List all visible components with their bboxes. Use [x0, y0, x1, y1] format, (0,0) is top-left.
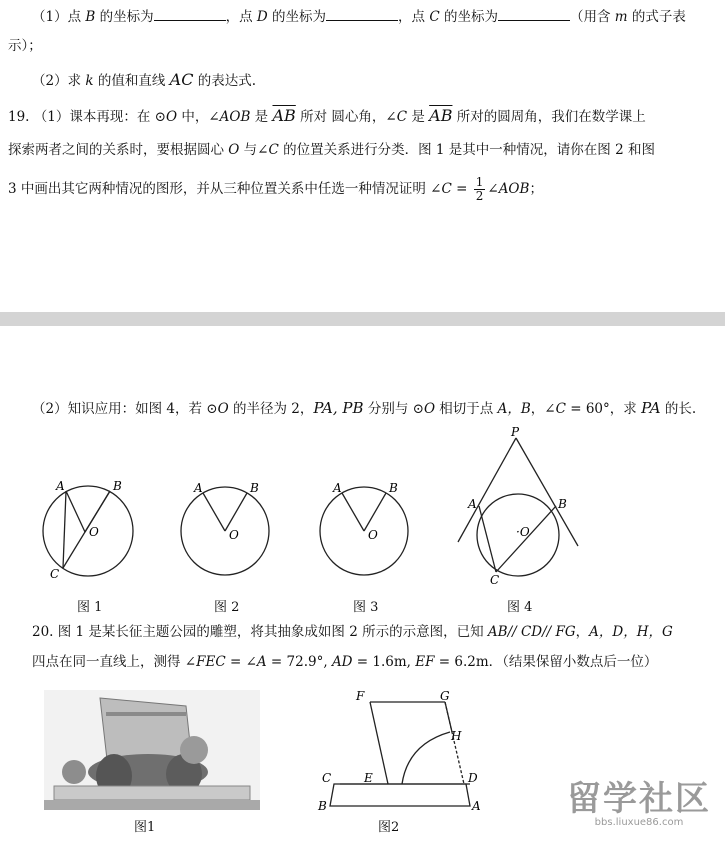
- label-c: C: [50, 567, 60, 581]
- photo-caption: 图1: [134, 820, 156, 835]
- label-h: H: [451, 729, 462, 743]
- q18-part1-line1: （1）点 B 的坐标为 ，点 D 的坐标为 ，点 C 的坐标为 （用含 m 的式子表: [32, 6, 686, 27]
- q19-line1: 19. （1）课本再现：在 ⊙O 中，∠AOB 是 $\overline{AB}$ 所对 圆心角，∠C 是 $\overline{AB}$ 所对的圆周角，我们在数学课上: [8, 106, 646, 125]
- label-f: F: [356, 689, 365, 703]
- figure-1-caption: 图 1: [77, 600, 103, 615]
- arc-ab: $\overline{AB}$: [429, 106, 453, 125]
- label-o: O: [89, 525, 99, 539]
- label-b: B: [318, 799, 327, 813]
- label-p: P: [511, 425, 520, 439]
- label-a: A: [472, 799, 481, 813]
- svg-text:B: B: [389, 481, 398, 495]
- figure-4-caption: 图 4: [507, 600, 533, 615]
- svg-text:O: O: [229, 528, 239, 542]
- circle-figures: [0, 422, 725, 622]
- svg-text:·O: ·O: [516, 525, 530, 539]
- figure-1: [43, 479, 133, 581]
- site-watermark: 留学社区 bbs.liuxue86.com: [567, 779, 711, 828]
- q19-line3: 3 中画出其它两种情况的图形，并从三种位置关系中任选一种情况证明 ∠C = $\frac{1}{2}$ ∠AOB；: [8, 175, 543, 203]
- svg-text:A: A: [333, 481, 342, 495]
- diagram-caption: 图2: [378, 820, 400, 835]
- sculpture-photo: [44, 690, 260, 810]
- svg-text:B: B: [558, 497, 567, 511]
- answer-blank-c[interactable]: [498, 6, 570, 21]
- figure-2: [181, 481, 269, 575]
- figure-2-caption: 图 2: [214, 600, 240, 615]
- figure-4: [458, 425, 578, 587]
- q19-line2: 探索两者之间的关系时，要根据圆心 O 与∠C 的位置关系进行分类．图 1 是其中一种情况，请你在图 2 和图: [8, 142, 655, 158]
- svg-text:O: O: [368, 528, 378, 542]
- svg-text:B: B: [250, 481, 259, 495]
- svg-text:A: A: [194, 481, 203, 495]
- answer-blank-b[interactable]: [154, 6, 226, 21]
- page-bottom: [0, 326, 725, 842]
- page-separator: [0, 312, 725, 326]
- svg-text:C: C: [490, 573, 500, 587]
- figure-3-caption: 图 3: [353, 600, 379, 615]
- geometry-diagram: [300, 688, 490, 816]
- answer-blank-d[interactable]: [326, 6, 398, 21]
- q19-part2: （2）知识应用：如图 4，若 ⊙O 的半径为 2，PA, PB 分别与 ⊙O 相切于点 A，B，∠C = 60°，求 PA 的长.: [32, 399, 697, 417]
- q18-part2: （2）求 k 的值和直线 AC 的表达式.: [32, 70, 257, 89]
- label-e: E: [364, 771, 373, 785]
- page-top: [0, 0, 725, 312]
- figure-3: [320, 481, 408, 575]
- label-d: D: [468, 771, 478, 785]
- arc-ab: $\overline{AB}$: [272, 106, 296, 125]
- label-a: A: [56, 479, 65, 493]
- q20-line2: 四点在同一直线上，测得 ∠FEC = ∠A = 72.9°, AD = 1.6m, EF = 6.2m．（结果保留小数点后一位）: [32, 654, 658, 670]
- q18-part1-line2: 示）；: [8, 38, 42, 54]
- label-b: B: [113, 479, 122, 493]
- q20-line1: 20. 图 1 是某长征主题公园的雕塑，将其抽象成如图 2 所示的示意图，已知 AB// CD// FG，A，D，H，G: [32, 624, 673, 640]
- svg-text:A: A: [468, 497, 477, 511]
- label-c: C: [322, 771, 332, 785]
- fraction-one-half: $\frac{1}{2}$: [475, 175, 484, 203]
- label-g: G: [440, 689, 450, 703]
